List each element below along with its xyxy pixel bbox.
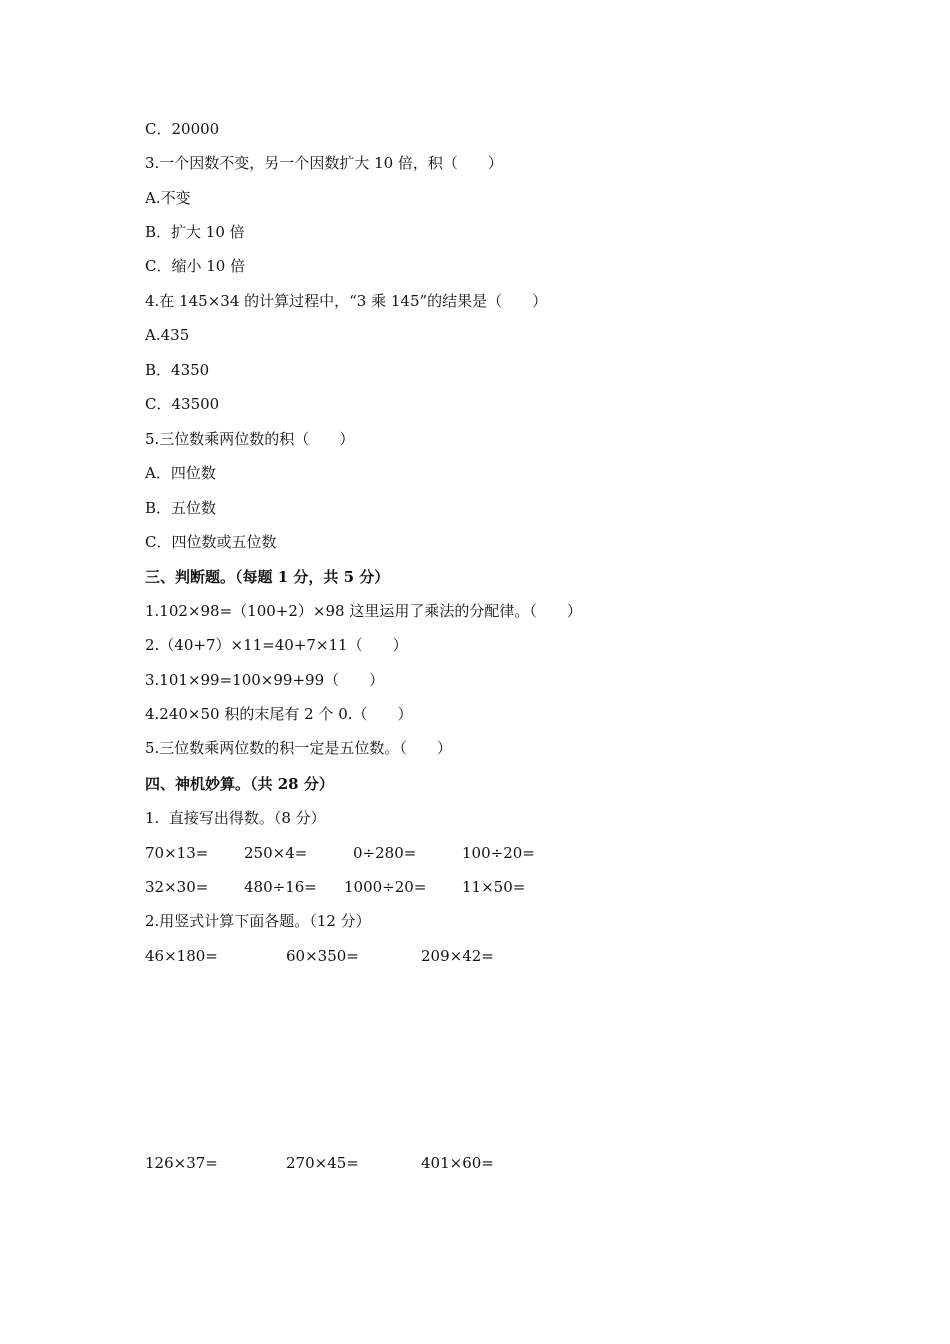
judge-item-1: 1.102×98=（100+2）×98 这里运用了乘法的分配律。（ ） [145,602,582,620]
section3-heading: 三、判断题。（每题 1 分，共 5 分） [145,568,390,586]
q2-option-c: C．20000 [145,120,220,138]
judge-item-3: 3.101×99=100×99+99（ ） [145,671,385,689]
judge-item-2: 2.（40+7）×11=40+7×11（ ） [145,636,408,654]
q4-stem: 4.在 145×34 的计算过程中，“3 乘 145”的结果是（ ） [145,292,548,310]
oral-calc-item: 100÷20= [462,844,535,862]
vertical-calc-item: 46×180= [145,947,218,965]
q4-option-b: B．4350 [145,361,210,379]
oral-calc-item: 0÷280= [353,844,417,862]
judge-item-4: 4.240×50 积的末尾有 2 个 0.（ ） [145,705,413,723]
oral-calc-item: 70×13= [145,844,209,862]
q3-stem: 3.一个因数不变，另一个因数扩大 10 倍，积（ ） [145,154,503,172]
section4-heading: 四、神机妙算。（共 28 分） [145,775,334,793]
vertical-calc-item: 401×60= [421,1154,494,1172]
q3-option-c: C．缩小 10 倍 [145,257,246,275]
vertical-calc-item: 270×45= [286,1154,359,1172]
q5-option-c: C．四位数或五位数 [145,533,277,551]
oral-calc-item: 250×4= [244,844,308,862]
part2-title: 2.用竖式计算下面各题。（12 分） [145,912,371,930]
vertical-calc-item: 209×42= [421,947,494,965]
judge-item-5: 5.三位数乘两位数的积一定是五位数。（ ） [145,739,452,757]
vertical-calc-item: 126×37= [145,1154,218,1172]
q3-option-a: A.不变 [145,189,191,207]
oral-calc-item: 11×50= [462,878,526,896]
q3-option-b: B．扩大 10 倍 [145,223,245,241]
oral-calc-item: 1000÷20= [344,878,427,896]
q5-option-a: A．四位数 [145,464,216,482]
part1-title: 1. 直接写出得数。（8 分） [145,809,326,827]
q5-stem: 5.三位数乘两位数的积（ ） [145,430,355,448]
q4-option-a: A.435 [145,326,190,344]
oral-calc-item: 32×30= [145,878,209,896]
vertical-calc-item: 60×350= [286,947,359,965]
oral-calc-item: 480÷16= [244,878,317,896]
q5-option-b: B．五位数 [145,499,217,517]
q4-option-c: C．43500 [145,395,220,413]
